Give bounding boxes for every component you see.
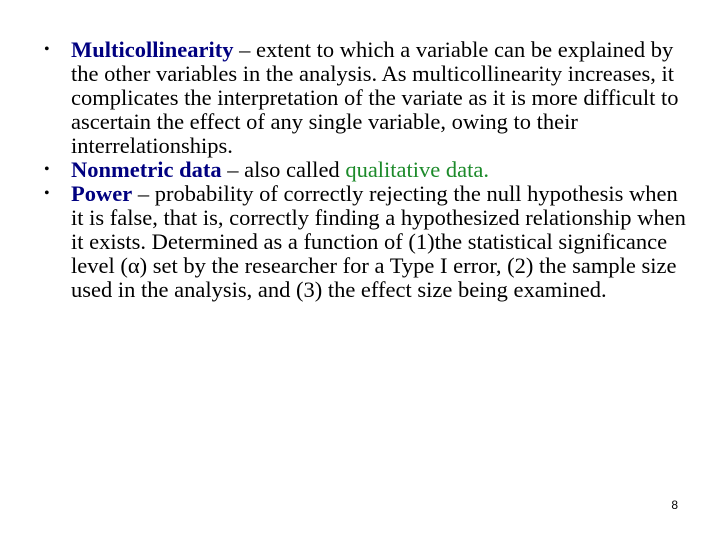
bullet-dot: • — [44, 161, 50, 178]
page-number: 8 — [671, 498, 678, 512]
bullet-item-nonmetric-data — [44, 158, 694, 182]
highlight-qualitative-data: qualitative data. — [345, 157, 490, 182]
definition-nonmetric-data: – also called — [221, 157, 346, 182]
definition-multicollinearity: – extent to which a variable can be explained by the other variables in the analysis. As multicollinearity increases, it complicates the interpretation of the variate as it is more difficult to ascertain the effect of any single variable, owing to their interrelationships. — [71, 37, 679, 158]
term-nonmetric-data: Nonmetric data — [71, 157, 222, 182]
definition-power: – probability of correctly rejecting the null hypothesis when it is false, that is, correctly finding a hypothesized relationship when it exists. Determined as a function of (1)the statistical significance level (α) set by the researcher for a Type I error, (2) the sample size used in the analysis, and (3) the effect size being examined. — [71, 181, 686, 302]
bullet-list — [44, 38, 694, 302]
bullet-dot: • — [44, 41, 50, 58]
bullet-dot: • — [44, 185, 50, 202]
bullet-item-multicollinearity — [44, 38, 694, 158]
term-power: Power — [71, 181, 133, 206]
term-multicollinearity: Multicollinearity — [71, 37, 234, 62]
bullet-item-power — [44, 182, 694, 302]
